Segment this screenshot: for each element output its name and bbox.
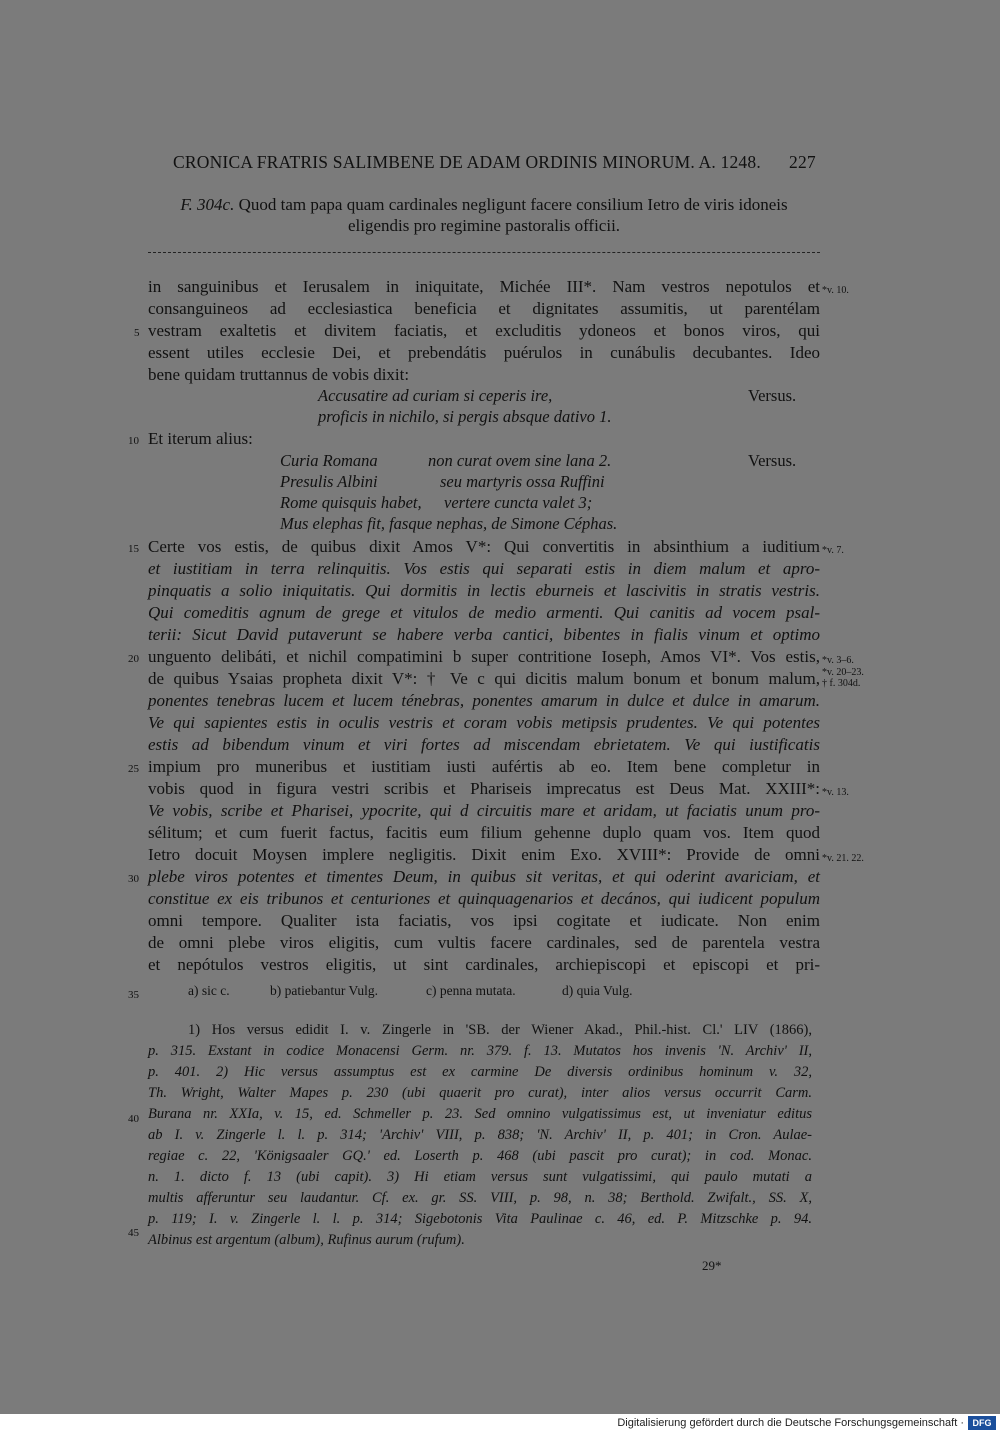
footnote-line: ab I. v. Zingerle l. l. p. 314; 'Archiv' VIII, p. 838; 'N. Archiv' II, p. 401; in Cron. Aulae- — [148, 1127, 812, 1143]
footnote-line: multis afferuntur seu laudantur. Cf. ex. gr. SS. VIII, p. 98, n. 38; Berthold. Zwifalt., SS. X, — [148, 1190, 812, 1206]
verse-line: Accusatire ad curiam si ceperis ire, — [318, 386, 553, 405]
verse-hemistich: Rome quisquis habet, — [280, 493, 422, 512]
apparatus-note: d) quia Vulg. — [562, 983, 633, 998]
dfg-logo-icon[interactable]: DFG — [968, 1416, 996, 1430]
verse-line: proficis in nichilo, si pergis absque dativo 1. — [318, 407, 612, 426]
footnote-line: Th. Wright, Walter Mapes p. 230 (ubi quaerit pro curat), inter alios versus occurrit Carm. — [148, 1085, 812, 1101]
separator-rule — [148, 252, 820, 253]
body-line: Qui comeditis agnum de grege et vitulos de medio armenti. Qui canitis ad vocem psal- — [148, 603, 820, 622]
margin-ref: *v. 3–6. — [822, 655, 854, 666]
body-line: constitue ex eis tribunos et centuriones et quinquagenarios et decános, qui iudicent populum — [148, 889, 820, 908]
footnote-line: Albinus est argentum (album), Rufinus aurum (rufum). — [148, 1232, 465, 1248]
chapter-summary — [148, 194, 820, 236]
body-line: estis ad bibendum vinum et viri fortes ad miscendam ebrietatem. Ve qui iustificatis — [148, 735, 820, 754]
body-line: terii: Sicut David putaverunt se habere verba cantici, bibentes in fialis vinum et optimo — [148, 625, 820, 644]
margin-ref: *v. 10. — [822, 285, 849, 296]
line-number: 25 — [128, 763, 139, 775]
verse-hemistich: Curia Romana — [280, 451, 378, 470]
footnote-line: p. 401. 2) Hic versus assumptus est ex carmine De diversis ordinibus hominum v. 32, — [148, 1064, 812, 1080]
footnote-line: n. 1. dicto f. 13 (ubi capit). 3) Hi etiam versus sunt vulgatissimi, qui paulo mutati a — [148, 1169, 812, 1185]
line-number: 15 — [128, 543, 139, 555]
body-line: Certe vos estis, de quibus dixit Amos V*: Qui convertitis in absinthium a iuditium — [148, 537, 820, 556]
printer-signature: 29* — [702, 1258, 722, 1273]
body-line: bene quidam truttannus de vobis dixit: — [148, 365, 410, 384]
folio-ref: F. 304c. — [180, 195, 235, 214]
line-number: 30 — [128, 873, 139, 885]
line-number: 20 — [128, 653, 139, 665]
apparatus-note: c) penna mutata. — [426, 983, 516, 998]
footnote-line: p. 315. Exstant in codice Monacensi Germ. nr. 379. f. 13. Mutatos hos invenis 'N. Archiv' II, — [148, 1043, 812, 1059]
funding-notice: Digitalisierung gefördert durch die Deutsche Forschungsgemeinschaft · — [617, 1417, 964, 1429]
margin-ref: † f. 304d. — [822, 678, 861, 689]
line-number: 5 — [134, 327, 140, 339]
versus-label: Versus. — [748, 386, 797, 405]
body-line: sélitum; et cum fuerit factus, facitis eum filium gehenne duplo quam vos. Item quod — [148, 823, 820, 842]
footnote-line: p. 119; I. v. Zingerle l. l. p. 314; Sigebotonis Vita Paulinae c. 46, ed. P. Mitzschke p. 94. — [148, 1211, 812, 1227]
body-line: de quibus Ysaias propheta dixit V*: † Ve c qui dicitis malum bonum et bonum malum, — [148, 669, 820, 688]
verse-hemistich: vertere cuncta valet 3; — [444, 493, 593, 512]
margin-ref: *v. 21. 22. — [822, 853, 864, 864]
body-line: consanguineos ad ecclesiastica beneficia et dignitates assumitis, ut parentélam — [148, 299, 820, 318]
body-line: plebe viros potentes et timentes Deum, in quibus sit veritas, et qui oderint avariciam, et — [148, 867, 820, 886]
body-line: unguento delibáti, et nichil compatimini b super contritione Ioseph, Amos VI*. Vos estis, — [148, 647, 820, 666]
verse-hemistich: non curat ovem sine lana 2. — [428, 451, 612, 470]
digitization-footer — [0, 1414, 1000, 1434]
body-line: Et iterum alius: — [148, 429, 253, 448]
line-number: 45 — [128, 1227, 139, 1239]
body-line: pinquatis a solio iniquitatis. Qui dormitis in lectis eburneis et lascivitis in stratis vestris. — [148, 581, 820, 600]
verse-hemistich: Presulis Albini — [280, 472, 378, 491]
body-line: impium pro muneribus et iustitiam iusti aufértis ab eo. Item bene completur in — [148, 757, 820, 776]
footnote-line: Burana nr. XXIa, v. 15, ed. Schmeller p. 23. Sed omnino vulgatissimus est, ut inveniatur editus — [148, 1106, 812, 1122]
body-line: ponentes tenebras lucem et lucem ténebras, ponentes amarum in dulce et dulce in amarum. — [148, 691, 820, 710]
apparatus-note: a) sic c. — [188, 983, 230, 998]
body-line: Ve qui sapientes estis in oculis vestris et coram vobis metipsis prudentes. Ve qui potentes — [148, 713, 820, 732]
footnote-line: 1) Hos versus edidit I. v. Zingerle in 'SB. der Wiener Akad., Phil.-hist. Cl.' LIV (1866), — [188, 1022, 812, 1038]
body-line: vobis quod in figura vestri scribis et Phariseis imprecatus est Deus Mat. XXIII*: — [148, 779, 820, 798]
body-line: de omni plebe viros eligitis, cum vultis facere cardinales, sed de parentela vestra — [148, 933, 820, 952]
body-line: et iustitiam in terra relinquitis. Vos estis qui separati estis in diem malum et apro- — [148, 559, 820, 578]
footnote-line: regiae c. 22, 'Königsaaler GQ.' ed. Loserth p. 468 (ubi pascit pro curat); in cod. Monac. — [148, 1148, 812, 1164]
body-line: et nepótulos vestros eligitis, ut sint cardinales, archiepiscopi et episcopi et pri- — [148, 955, 820, 974]
margin-ref: *v. 13. — [822, 787, 849, 798]
margin-ref: *v. 7. — [822, 545, 844, 556]
body-line: omni tempore. Qualiter ista faciatis, vos ipsi cogitate et iudicate. Non enim — [148, 911, 820, 930]
running-title: CRONICA FRATRIS SALIMBENE DE ADAM ORDINIS MINORUM. A. 1248. — [173, 152, 761, 172]
body-line: in sanguinibus et Ierusalem in iniquitate, Michée III*. Nam vestros nepotulos et — [148, 277, 820, 296]
body-line: vestram exaltetis et divitem faciatis, et excluditis ydoneos et bonos viros, qui — [148, 321, 820, 340]
summary-text: Quod tam papa quam cardinales negligunt facere consilium Ietro de viris idoneis eligendis pro regimine pastoralis officii. — [238, 195, 788, 235]
line-number: 10 — [128, 435, 139, 447]
apparatus-note: b) patiebantur Vulg. — [270, 983, 379, 998]
body-line: Ve vobis, scribe et Pharisei, ypocrite, qui d circuitis mare et aridam, ut faciatis unum pro- — [148, 801, 820, 820]
versus-label: Versus. — [748, 451, 797, 470]
margin-ref: *v. 20–23. — [822, 667, 864, 678]
line-number: 40 — [128, 1113, 139, 1125]
line-number: 35 — [128, 989, 139, 1001]
page-number: 227 — [789, 152, 816, 172]
body-line: essent utiles ecclesie Dei, et prebendátis puérulos in cunábulis decubantes. Ideo — [148, 343, 820, 362]
verse-hemistich: seu martyris ossa Ruffini — [440, 472, 605, 491]
body-line: Ietro docuit Moysen implere negligitis. Dixit enim Exo. XVIII*: Provide de omni — [148, 845, 820, 864]
verse-line: Mus elephas fit, fasque nephas, de Simone Céphas. — [280, 514, 618, 533]
